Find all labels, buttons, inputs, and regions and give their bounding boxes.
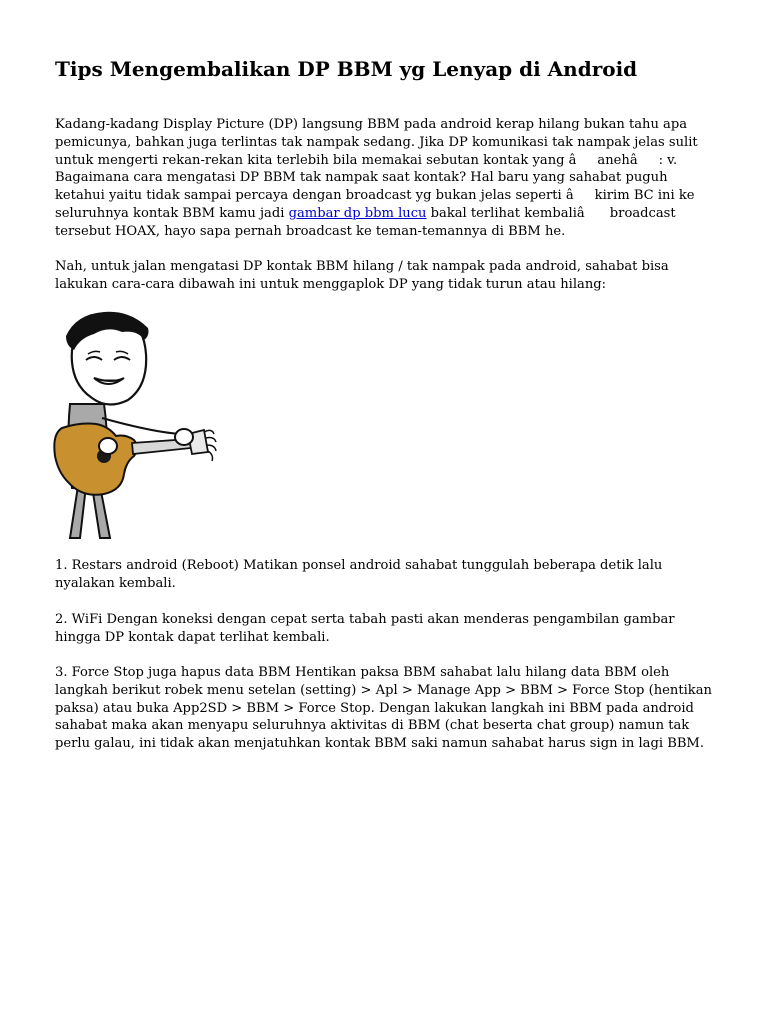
- step-1: 1. Restars android (Reboot) Matikan ponsel android sahabat tunggulah beberapa detik lalu nyalakan kembali.: [55, 558, 663, 591]
- guitar-meme-illustration: [52, 306, 220, 542]
- gambar-dp-link[interactable]: gambar dp bbm lucu: [288, 205, 427, 221]
- intro-text-before-link: Kadang-kadang Display Picture (DP) langsung BBM pada android kerap hilang bukan tahu apa pemicunya, bahkan juga terlintas tak nampak sedang. Jika DP komunikasi tak nampak jelas sulit untuk mengerti rekan-rekan kita terlebih bila memakai sebutan kontak yang âanehâ: v. Bagaimana cara mengatasi DP BBM tak nampak saat kontak? Hal baru yang sahabat puguh ketahui yaitu tidak sampai percaya dengan broadcast yg bukan jelas seperti âkirim BC ini ke seluruhnya kontak BBM kamu jadi: [55, 117, 698, 221]
- intro-paragraph: [55, 116, 720, 241]
- step-2: 2. WiFi Dengan koneksi dengan cepat serta tabah pasti akan menderas pengambilan gambar hingga DP kontak dapat terlihat kembali.: [55, 612, 675, 645]
- step-3: 3. Force Stop juga hapus data BBM Hentikan paksa BBM sahabat lalu hilang data BBM oleh langkah berikut robek menu setelan (setting) > Apl > Manage App > BBM > Force Stop (hentikan paksa) atau buka App2SD > BBM > Force Stop. Dengan lakukan langkah ini BBM pada android sahabat maka akan menyapu seluruhnya aktivitas di BBM (chat beserta chat group) namun tak perlu galau, ini tidak akan menjatuhkan kontak BBM saki namun sahabat harus sign in lagi BBM.: [55, 665, 712, 752]
- article-title: Tips Mengembalikan DP BBM yg Lenyap di Android: [55, 57, 638, 81]
- paragraph-two: Nah, untuk jalan mengatasi DP kontak BBM hilang / tak nampak pada android, sahabat bisa lakukan cara-cara dibawah ini untuk menggaplok DP yang tidak turun atau hilang:: [55, 259, 669, 292]
- intro-text-after-link: bakal terlihat kembaliâ broadcast tersebut HOAX, hayo sapa pernah broadcast ke teman-temannya di BBM he.: [55, 205, 676, 239]
